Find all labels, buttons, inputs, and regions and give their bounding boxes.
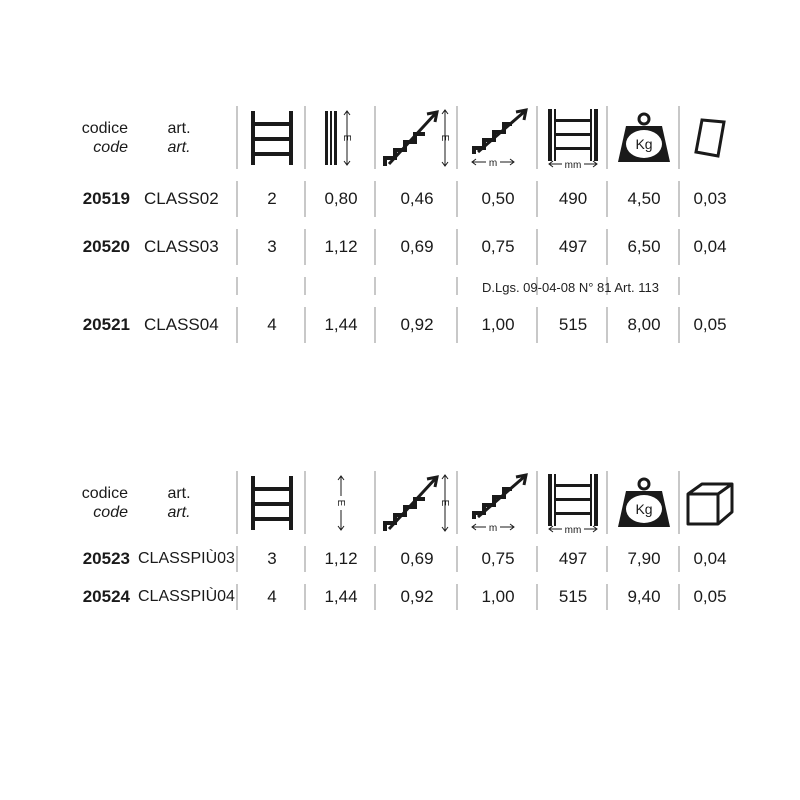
table-row [70, 175, 740, 223]
header-art-it: art. [167, 119, 191, 137]
cell-width: 515 [538, 301, 608, 349]
table-row [70, 223, 740, 271]
cell-volume: 0,03 [693, 189, 727, 208]
header-code-it: codice [81, 119, 128, 137]
table-row [70, 540, 740, 578]
m-label: m [488, 522, 498, 533]
cell-volume: 0,05 [693, 315, 727, 334]
ladder-table-classpiu [70, 465, 740, 616]
box-volume-icon [680, 465, 740, 540]
cell-code: 20520 [82, 237, 130, 256]
cell-steps: 3 [238, 540, 306, 578]
svg-text:E: E [341, 134, 352, 141]
cell-depth: 0,75 [458, 223, 538, 271]
cell-depth: 1,00 [458, 301, 538, 349]
cell-volume: 0,05 [693, 587, 727, 606]
table-header-row [70, 465, 740, 540]
working-height-icon [376, 465, 458, 540]
mm-label: mm [564, 159, 582, 169]
weight-kg-icon [608, 465, 680, 540]
cell-width: 490 [538, 175, 608, 223]
cell-working-height: 0,69 [376, 223, 458, 271]
header-code-en: code [93, 138, 128, 156]
mm-label: mm [564, 524, 582, 534]
cell-weight: 9,40 [608, 578, 680, 616]
cell-steps: 2 [238, 175, 306, 223]
cell-width: 497 [538, 223, 608, 271]
header-code [70, 465, 138, 540]
cell-art: CLASSPIÙ03 [138, 540, 238, 578]
cell-depth: 0,75 [458, 540, 538, 578]
cell-depth: 0,50 [458, 175, 538, 223]
ladder-steps-icon [238, 100, 306, 175]
platform-width-mm-icon [538, 100, 608, 175]
header-code [70, 100, 138, 175]
ladder-steps-icon [238, 465, 306, 540]
cell-steps: 4 [238, 578, 306, 616]
cell-working-height: 0,92 [376, 301, 458, 349]
table-row [70, 301, 740, 349]
weight-kg-icon [608, 100, 680, 175]
table-header-row [70, 100, 740, 175]
cell-steps: 4 [238, 301, 306, 349]
cell-weight: 7,90 [608, 540, 680, 578]
cell-weight: 6,50 [608, 223, 680, 271]
header-art [138, 465, 238, 540]
cell-volume: 0,04 [693, 549, 727, 568]
cell-weight: 4,50 [608, 175, 680, 223]
regulation-note: D.Lgs. 09-04-08 N° 81 Art. 113 [482, 280, 659, 295]
cell-working-height: 0,92 [376, 578, 458, 616]
height-arrow-icon [306, 465, 376, 540]
svg-text:E: E [439, 499, 450, 506]
svg-text:E: E [439, 134, 450, 141]
cell-code: 20521 [82, 315, 130, 334]
ladder-height-icon [306, 100, 376, 175]
height-label: E [335, 499, 346, 506]
cell-code: 20524 [82, 587, 130, 606]
depth-m-icon [458, 100, 538, 175]
cell-working-height: 0,46 [376, 175, 458, 223]
cell-art: CLASS03 [138, 223, 238, 271]
cell-height: 1,44 [306, 301, 376, 349]
cell-width: 497 [538, 540, 608, 578]
header-art-en: art. [167, 503, 191, 521]
cell-art: CLASS02 [138, 175, 238, 223]
header-code-en: code [93, 503, 128, 521]
cell-volume: 0,04 [693, 237, 727, 256]
table-row [70, 578, 740, 616]
cell-height: 1,12 [306, 540, 376, 578]
volume-icon [680, 100, 740, 175]
platform-width-mm-icon [538, 465, 608, 540]
cell-art: CLASS04 [138, 301, 238, 349]
cell-height: 1,44 [306, 578, 376, 616]
header-art-en: art. [167, 138, 191, 156]
cell-art: CLASSPIÙ04 [138, 578, 238, 616]
cell-height: 1,12 [306, 223, 376, 271]
header-art-it: art. [167, 484, 191, 502]
cell-code: 20523 [82, 549, 130, 568]
header-art [138, 100, 238, 175]
cell-code: 20519 [82, 189, 130, 208]
cell-width: 515 [538, 578, 608, 616]
working-height-icon [376, 100, 458, 175]
kg-label: Kg [635, 135, 653, 152]
cell-working-height: 0,69 [376, 540, 458, 578]
kg-label: Kg [635, 500, 653, 517]
cell-steps: 3 [238, 223, 306, 271]
depth-m-icon [458, 465, 538, 540]
cell-depth: 1,00 [458, 578, 538, 616]
header-code-it: codice [81, 484, 128, 502]
cell-height: 0,80 [306, 175, 376, 223]
cell-weight: 8,00 [608, 301, 680, 349]
ladder-table-class [70, 100, 740, 349]
m-label: m [488, 157, 498, 168]
